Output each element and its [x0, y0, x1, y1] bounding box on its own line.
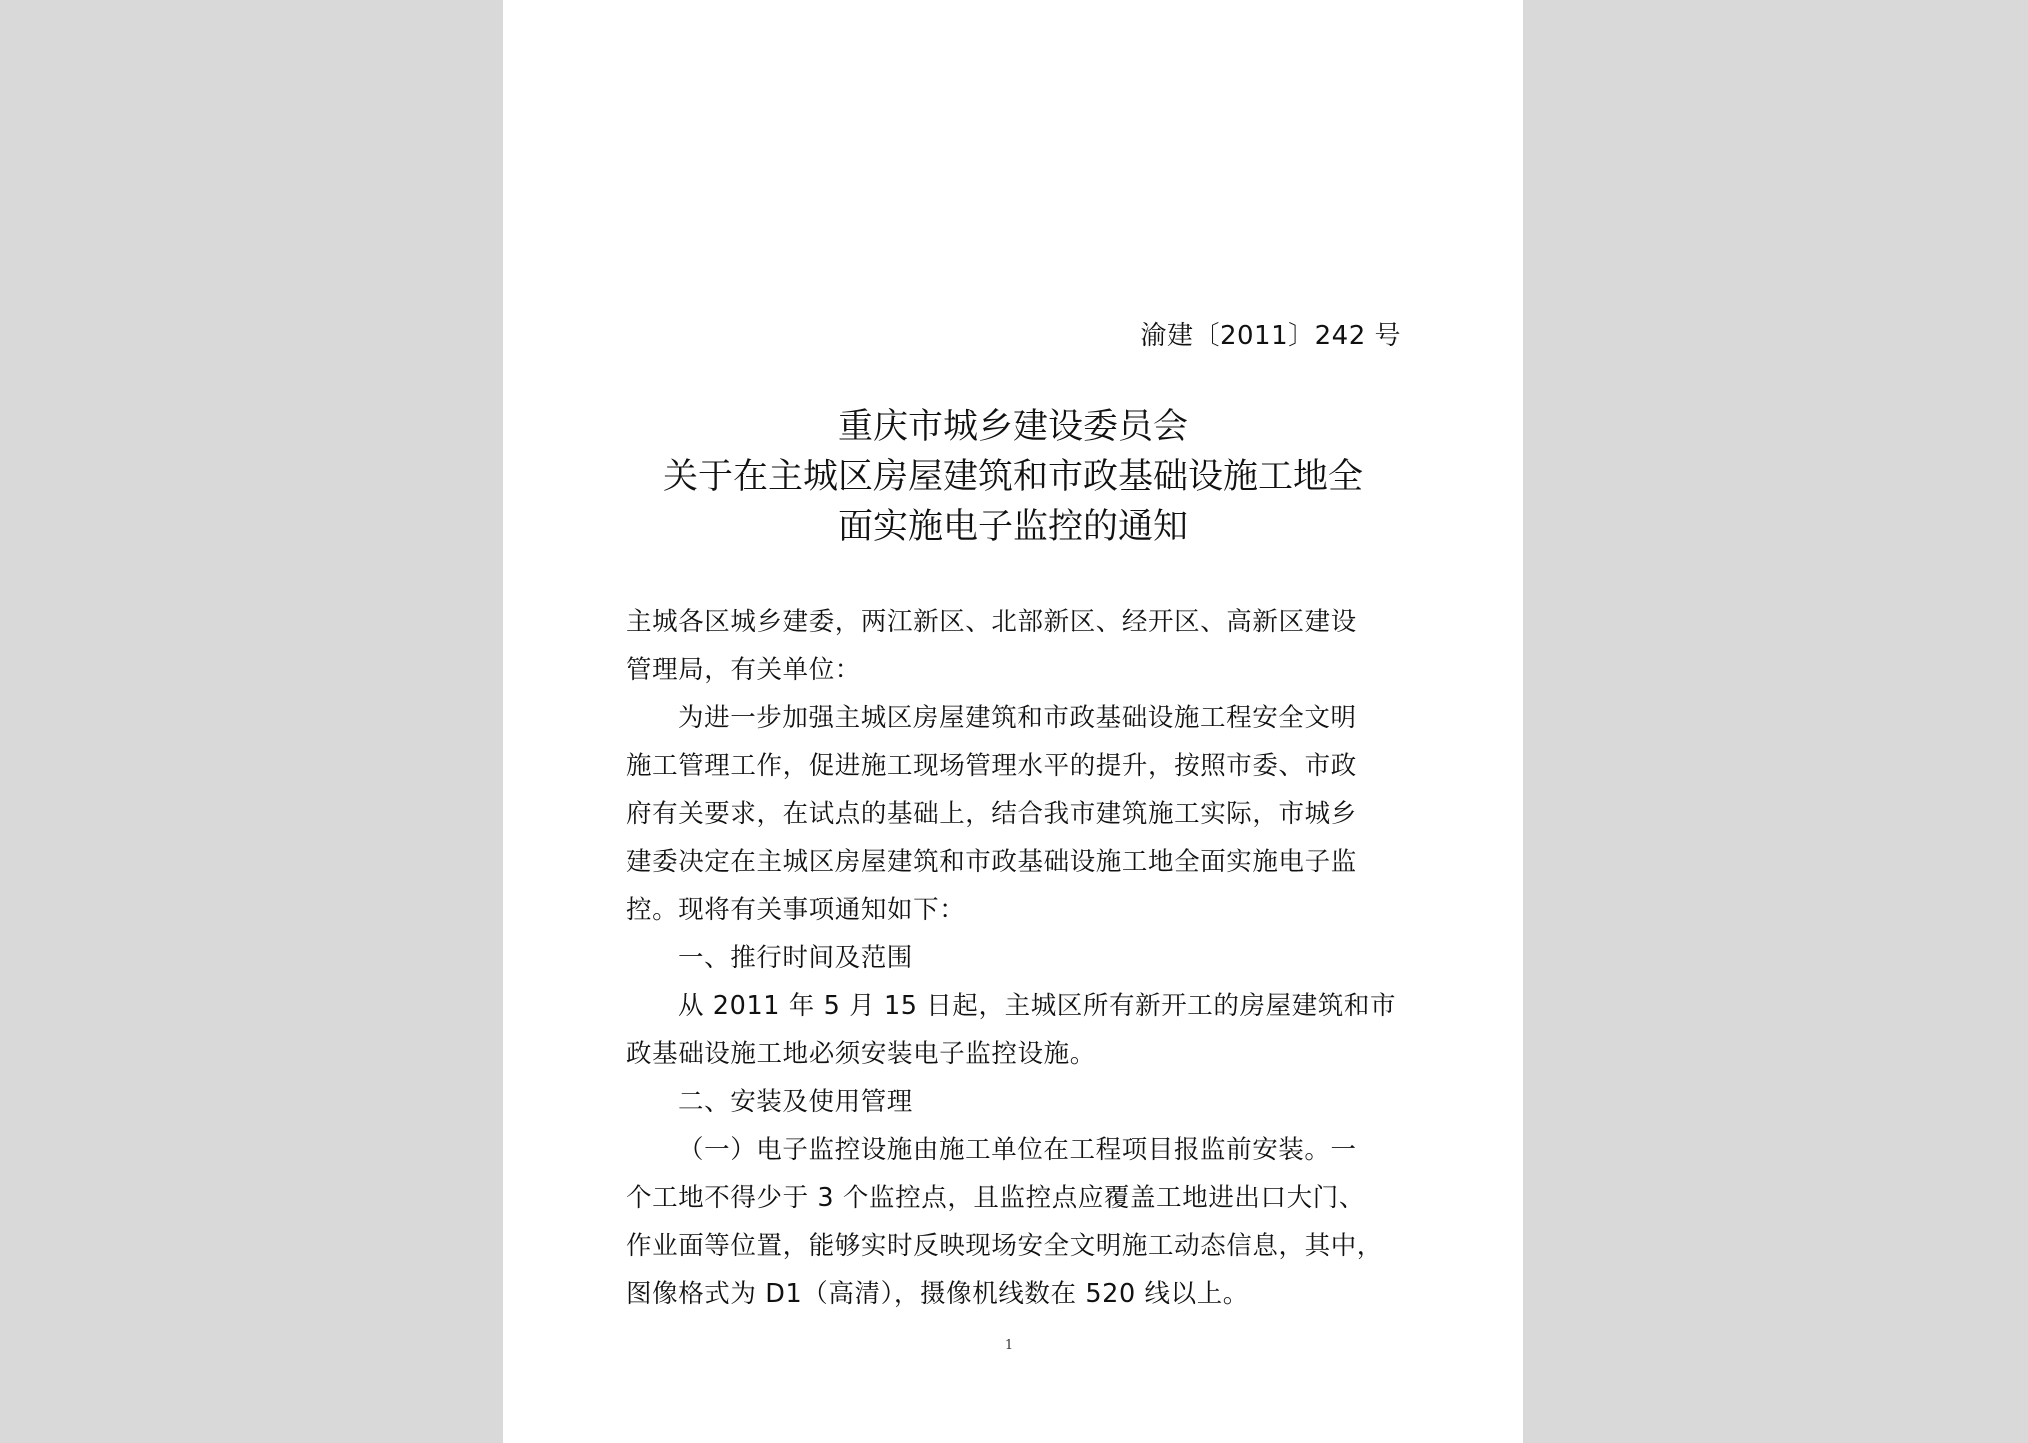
- section-heading: 一、推行时间及范围: [678, 943, 913, 973]
- document-title: [503, 402, 1523, 552]
- addressee-line: 主城各区城乡建委，两江新区、北部新区、经开区、高新区建设: [626, 607, 1357, 637]
- document-page: [503, 0, 1523, 1443]
- paragraph-line: 为进一步加强主城区房屋建筑和市政基础设施工程安全文明: [678, 703, 1357, 733]
- paragraph-line: 控。现将有关事项通知如下：: [626, 895, 966, 925]
- paragraph-line: 作业面等位置，能够实时反映现场安全文明施工动态信息，其中，: [626, 1231, 1383, 1261]
- title-line: 重庆市城乡建设委员会: [837, 407, 1188, 447]
- document-number: 渝建〔2011〕242 号: [1140, 321, 1401, 351]
- document-body: [626, 598, 1402, 1318]
- paragraph-line: 政基础设施工地必须安装电子监控设施。: [626, 1039, 1096, 1069]
- paragraph-line: 施工管理工作，促进施工现场管理水平的提升，按照市委、市政: [626, 751, 1357, 781]
- paragraph-line: 从 2011 年 5 月 15 日起，主城区所有新开工的房屋建筑和市: [678, 991, 1397, 1021]
- paragraph-line: 府有关要求，在试点的基础上，结合我市建筑施工实际，市城乡: [626, 799, 1357, 829]
- page-number: 1: [1004, 1338, 1014, 1353]
- paragraph-line: （一）电子监控设施由施工单位在工程项目报监前安装。一: [678, 1135, 1357, 1165]
- paragraph-line: 个工地不得少于 3 个监控点，且监控点应覆盖工地进出口大门、: [626, 1183, 1365, 1213]
- paragraph-line: 建委决定在主城区房屋建筑和市政基础设施工地全面实施电子监: [626, 847, 1357, 877]
- paragraph-line: 图像格式为 D1（高清），摄像机线数在 520 线以上。: [626, 1279, 1249, 1309]
- title-line: 关于在主城区房屋建筑和市政基础设施工地全: [662, 457, 1363, 497]
- section-heading: 二、安装及使用管理: [678, 1087, 913, 1117]
- title-line: 面实施电子监控的通知: [837, 507, 1188, 547]
- addressee-line: 管理局，有关单位：: [626, 655, 861, 685]
